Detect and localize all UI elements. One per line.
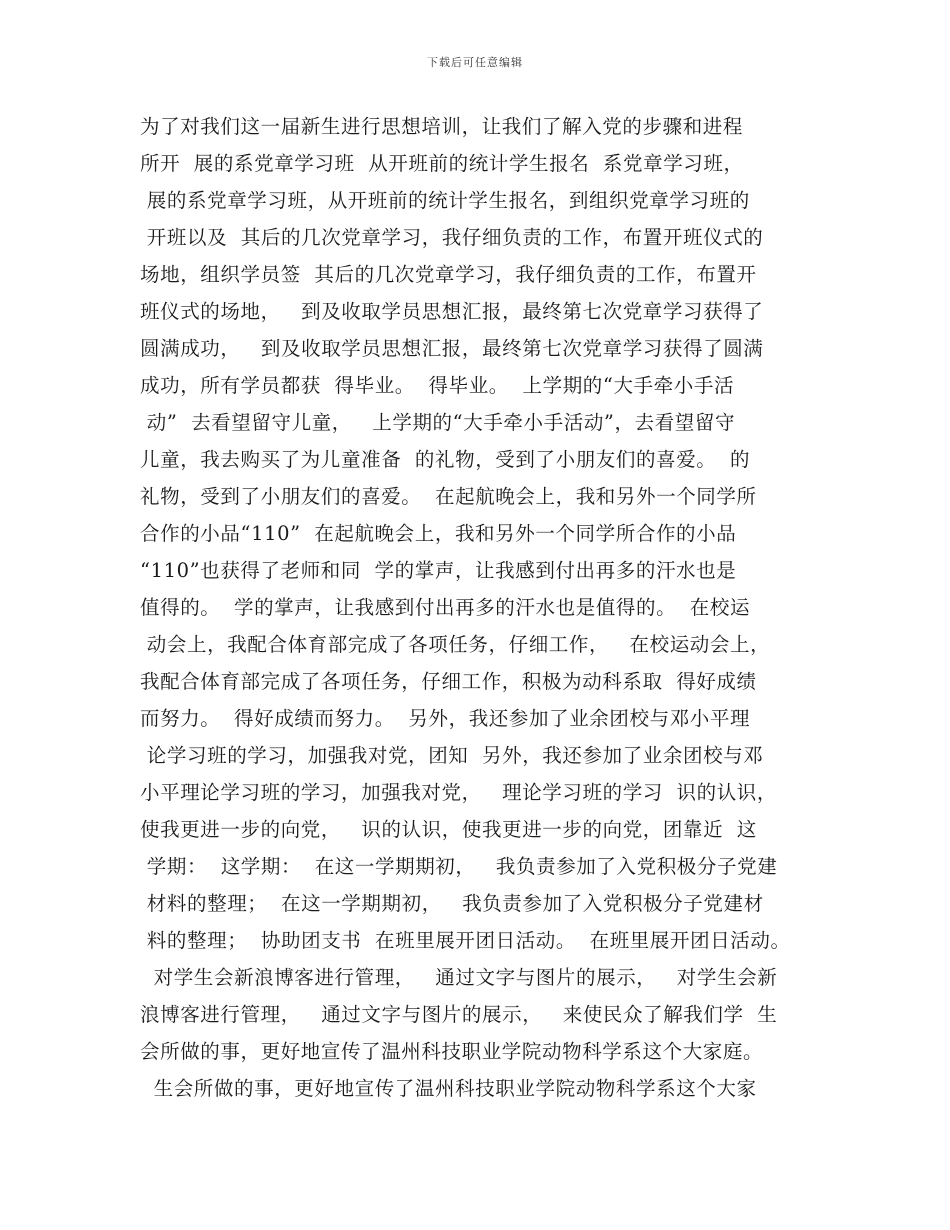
text-line: 合作的小品“110” 在起航晚会上，我和另外一个同学所合作的小品 xyxy=(140,522,737,545)
text-line: 我配合体育部完成了各项任务，仔细工作，积极为动科系取 得好成绩 xyxy=(140,670,757,693)
text-line: 学期： 这学期： 在这一学期期初， 我负责参加了入党积极分子党建 xyxy=(140,855,778,878)
text-line: 使我更进一步的向党， 识的认识，使我更进一步的向党，团靠近 这 xyxy=(140,818,757,841)
text-line: 料的整理； 协助团支书 在班里展开团日活动。 在班里展开团日活动。 xyxy=(140,929,791,952)
text-line: 所开 展的系党章学习班 从开班前的统计学生报名 系党章学习班， xyxy=(140,152,744,175)
text-line: 展的系党章学习班，从开班前的统计学生报名，到组织党章学习班的 xyxy=(140,189,750,212)
text-line: 小平理论学习班的学习，加强我对党， 理论学习班的学习 识的认识， xyxy=(140,781,777,804)
text-line: 材料的整理； 在这一学期期初， 我负责参加了入党积极分子党建材 xyxy=(140,892,764,915)
text-line: 圆满成功， 到及收取学员思想汇报，最终第七次党章学习获得了圆满 xyxy=(140,337,764,360)
text-line: 动” 去看望留守儿童， 上学期的“大手牵小手活动”，去看望留守 xyxy=(140,411,736,434)
text-line: 礼物，受到了小朋友们的喜爱。 在起航晚会上，我和另外一个同学所 xyxy=(140,485,757,508)
text-line: 场地，组织学员签 其后的几次党章学习，我仔细负责的工作，布置开 xyxy=(140,263,757,286)
page-header: 下载后可任意编辑 xyxy=(427,56,523,69)
text-line: “110”也获得了老师和同 学的掌声，让我感到付出再多的汗水也是 xyxy=(140,559,737,582)
text-line: 动会上，我配合体育部完成了各项任务，仔细工作， 在校运动会上， xyxy=(140,633,771,656)
text-line: 班仪式的场地， 到及收取学员思想汇报，最终第七次党章学习获得了 xyxy=(140,300,764,323)
text-line: 开班以及 其后的几次党章学习，我仔细负责的工作，布置开班仪式的 xyxy=(140,226,764,249)
text-line: 会所做的事，更好地宣传了温州科技职业学院动物科学系这个大家庭。 xyxy=(140,1040,764,1063)
text-line: 生会所做的事，更好地宣传了温州科技职业学院动物科学系这个大家 xyxy=(140,1077,757,1100)
text-line: 而努力。 得好成绩而努力。 另外，我还参加了业余团校与邓小平理 xyxy=(140,707,751,730)
text-line: 值得的。 学的掌声，让我感到付出再多的汗水也是值得的。 在校运 xyxy=(140,596,751,619)
text-line: 为了对我们这一届新生进行思想培训，让我们了解入党的步骤和进程 xyxy=(140,115,744,138)
text-line: 成功，所有学员都获 得毕业。 得毕业。 上学期的“大手牵小手活 xyxy=(140,374,735,397)
text-line: 浪博客进行管理， 通过文字与图片的展示， 来使民众了解我们学 生 xyxy=(140,1003,778,1026)
body-text xyxy=(140,108,820,1107)
text-line: 论学习班的学习，加强我对党，团知 另外，我还参加了业余团校与邓 xyxy=(140,744,764,767)
text-line: 对学生会新浪博客进行管理， 通过文字与图片的展示， 对学生会新 xyxy=(140,966,778,989)
text-line: 儿童，我去购买了为儿童准备 的礼物，受到了小朋友们的喜爱。 的 xyxy=(140,448,751,471)
